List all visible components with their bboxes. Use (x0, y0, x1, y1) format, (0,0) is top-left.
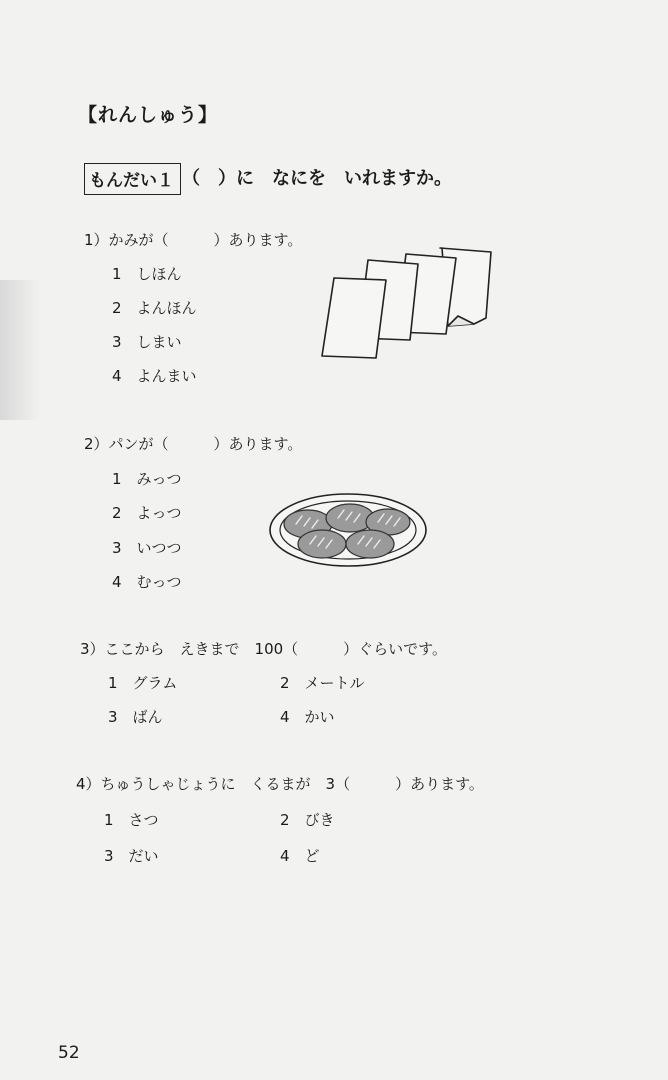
question-1-option-4[interactable]: 4 よんまい (112, 367, 197, 385)
page-edge-shadow (0, 280, 40, 420)
question-1-option-3[interactable]: 3 しまい (112, 333, 182, 351)
question-1-stem: 1）かみが（ ）あります。 (84, 231, 303, 249)
question-3-option-2[interactable]: 2 メートル (280, 674, 365, 692)
question-2-option-3[interactable]: 3 いつつ (112, 539, 182, 557)
question-3-option-1[interactable]: 1 グラム (108, 674, 178, 692)
paper-sheets-illustration (318, 244, 496, 362)
question-4-option-1[interactable]: 1 さつ (104, 811, 159, 829)
mondai-label: もんだい１ (84, 163, 181, 195)
question-2-option-1[interactable]: 1 みっつ (112, 470, 182, 488)
question-3-stem: 3）ここから えきまで 100（ ）ぐらいです。 (80, 640, 447, 658)
question-3-option-3[interactable]: 3 ばん (108, 708, 163, 726)
mondai-instruction: （ ）に なにを いれますか。 (182, 168, 452, 189)
question-1-option-1[interactable]: 1 しほん (112, 265, 182, 283)
question-4-option-4[interactable]: 4 ど (280, 847, 320, 865)
page-number: 52 (58, 1043, 80, 1063)
question-3-option-4[interactable]: 4 かい (280, 708, 335, 726)
question-4-option-3[interactable]: 3 だい (104, 847, 159, 865)
question-2-option-2[interactable]: 2 よっつ (112, 504, 182, 522)
question-2-option-4[interactable]: 4 むっつ (112, 573, 182, 591)
question-1-option-2[interactable]: 2 よんほん (112, 299, 197, 317)
question-2-stem: 2）パンが（ ）あります。 (84, 435, 303, 453)
section-title: 【れんしゅう】 (78, 104, 219, 126)
question-4-option-2[interactable]: 2 びき (280, 811, 335, 829)
bread-plate-illustration (266, 490, 430, 570)
question-4-stem: 4）ちゅうしゃじょうに くるまが 3（ ）あります。 (76, 775, 484, 793)
